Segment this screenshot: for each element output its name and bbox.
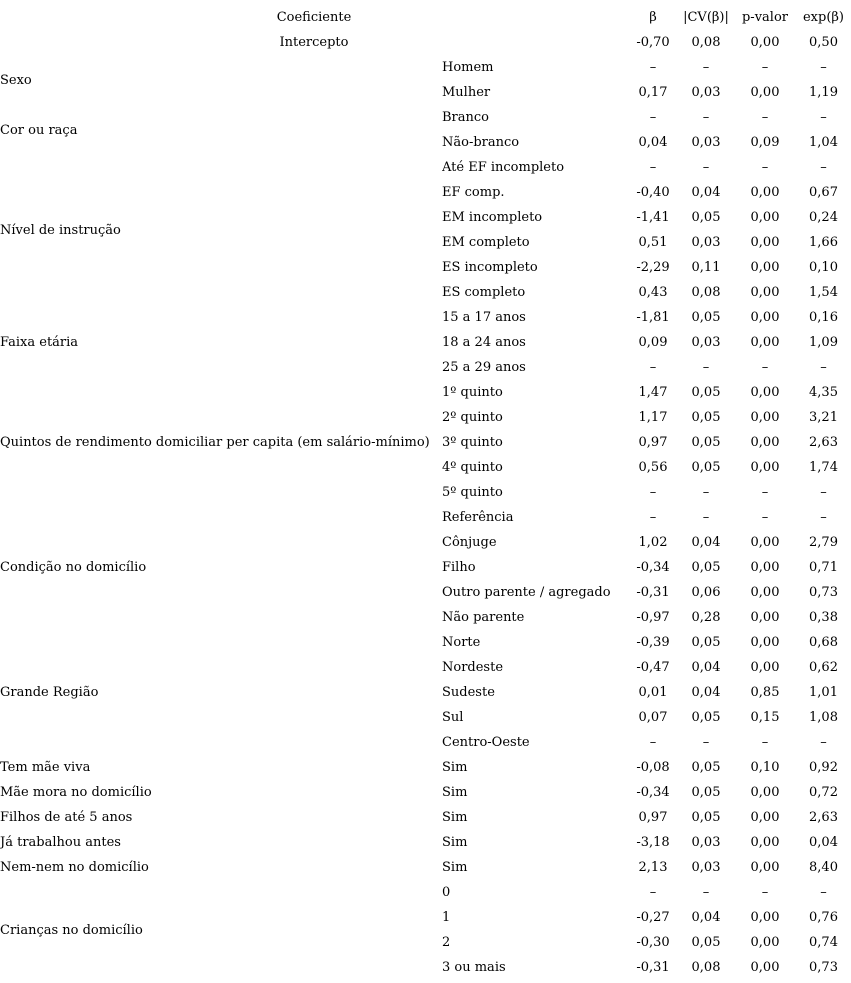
cv-value: 0,05 (691, 760, 721, 775)
cv-value: – (702, 485, 710, 500)
cv-value: 0,05 (691, 635, 721, 650)
p-valor-value: 0,00 (750, 585, 780, 600)
p-valor-value: 0,00 (750, 860, 780, 875)
level-label: Sul (442, 710, 464, 725)
level-label: Não parente (442, 610, 525, 625)
level-label: 25 a 29 anos (442, 360, 526, 375)
exp-beta-value: 1,04 (809, 135, 838, 150)
exp-beta-value: 0,72 (809, 785, 838, 800)
level-label: Branco (442, 110, 489, 125)
p-valor-value: 0,00 (750, 660, 780, 675)
p-valor-value: 0,00 (750, 310, 780, 325)
header-row (0, 5, 851, 30)
table-body (0, 30, 851, 980)
beta-value: – (649, 110, 657, 125)
beta-value: 0,97 (638, 810, 668, 825)
table-row (0, 755, 851, 780)
p-valor-value: 0,00 (750, 460, 780, 475)
exp-beta-value: – (820, 735, 827, 750)
p-valor-value: 0,00 (750, 960, 780, 975)
beta-value: -2,29 (636, 260, 670, 275)
cv-value: 0,04 (691, 185, 721, 200)
header-coeficiente: Coeficiente (276, 10, 352, 25)
cv-value: 0,06 (691, 585, 721, 600)
beta-value: 1,17 (638, 410, 668, 425)
p-valor-value: 0,09 (750, 135, 780, 150)
beta-value: 0,51 (638, 235, 668, 250)
beta-value: -0,08 (636, 760, 670, 775)
cv-value: 0,05 (691, 785, 721, 800)
p-valor-value: – (761, 485, 769, 500)
p-valor-value: 0,00 (750, 785, 780, 800)
beta-value: -0,30 (636, 935, 670, 950)
group-label: Filhos de até 5 anos (0, 810, 133, 825)
header-p-valor: p-valor (741, 10, 788, 25)
beta-value: 0,56 (638, 460, 668, 475)
p-valor-value: – (761, 510, 769, 525)
exp-beta-value: 1,09 (809, 335, 838, 350)
level-label: Sim (442, 860, 468, 875)
p-valor-value: 0,85 (750, 685, 780, 700)
exp-beta-value: 1,19 (809, 85, 838, 100)
cv-value: 0,05 (691, 935, 721, 950)
level-label: Sudeste (442, 685, 495, 700)
p-valor-value: 0,00 (750, 610, 780, 625)
beta-value: 0,07 (638, 710, 668, 725)
cv-value: 0,03 (691, 335, 721, 350)
beta-value: – (649, 735, 657, 750)
exp-beta-value: 3,21 (809, 410, 838, 425)
beta-value: 0,97 (638, 435, 668, 450)
p-valor-value: 0,00 (750, 185, 780, 200)
p-valor-value: 0,00 (750, 535, 780, 550)
p-valor-value: 0,00 (750, 435, 780, 450)
level-label: Sim (442, 785, 468, 800)
table-row (0, 505, 851, 530)
cv-value: – (702, 360, 710, 375)
cv-value: – (702, 510, 710, 525)
p-valor-value: 0,00 (750, 410, 780, 425)
table-row (0, 830, 851, 855)
group-label: Nível de instrução (0, 222, 121, 238)
table-header (0, 5, 851, 30)
p-valor-value: – (761, 735, 769, 750)
exp-beta-value: 0,24 (809, 210, 838, 225)
level-label: EF comp. (442, 185, 505, 200)
beta-value: -1,81 (636, 310, 670, 325)
p-valor-value: 0,00 (750, 560, 780, 575)
cv-value: – (702, 60, 710, 75)
level-label: Não-branco (442, 135, 520, 150)
table-row (0, 305, 851, 330)
p-valor-value: 0,00 (750, 910, 780, 925)
level-label: 4º quinto (442, 460, 503, 475)
exp-beta-value: – (820, 60, 827, 75)
p-valor-value: – (761, 60, 769, 75)
cv-value: 0,05 (691, 385, 721, 400)
exp-beta-value: 0,73 (809, 960, 838, 975)
p-valor-value: – (761, 110, 769, 125)
beta-value: – (649, 485, 657, 500)
cv-value: 0,05 (691, 710, 721, 725)
p-valor-value: 0,00 (750, 935, 780, 950)
beta-value: -0,40 (636, 185, 670, 200)
level-label: Nordeste (442, 660, 504, 675)
beta-value: -3,18 (636, 835, 670, 850)
cv-value: 0,05 (691, 435, 721, 450)
p-valor-value: 0,00 (750, 235, 780, 250)
group-label: Quintos de rendimento domiciliar per capita (em salário-mínimo) (0, 435, 430, 450)
exp-beta-value: 0,76 (809, 910, 838, 925)
group-label: Crianças no domicílio (0, 922, 143, 938)
intercept-exp-beta: 0,50 (809, 35, 838, 50)
cv-value: – (702, 885, 710, 900)
beta-value: 0,01 (638, 685, 668, 700)
level-label: 0 (442, 885, 451, 900)
beta-value: -0,39 (636, 635, 670, 650)
level-label: 18 a 24 anos (442, 335, 526, 350)
exp-beta-value: – (820, 510, 827, 525)
beta-value: 0,09 (638, 335, 668, 350)
exp-beta-value: 1,74 (809, 460, 838, 475)
group-label: Tem mãe viva (0, 760, 91, 775)
beta-value: – (649, 160, 657, 175)
level-label: Sim (442, 760, 468, 775)
level-label: 1 (442, 910, 451, 925)
beta-value: – (649, 360, 657, 375)
level-label: Sim (442, 810, 468, 825)
p-valor-value: 0,15 (750, 710, 780, 725)
group-label: Sexo (0, 72, 32, 88)
cv-value: 0,08 (691, 960, 721, 975)
beta-value: 1,02 (638, 535, 668, 550)
exp-beta-value: – (820, 360, 827, 375)
beta-value: – (649, 885, 657, 900)
cv-value: 0,11 (691, 260, 721, 275)
level-label: Outro parente / agregado (442, 585, 611, 600)
cv-value: 0,03 (691, 135, 721, 150)
exp-beta-value: 0,67 (809, 185, 838, 200)
intercept-label: Intercepto (279, 35, 349, 50)
table-row (0, 155, 851, 180)
level-label: 2º quinto (442, 410, 503, 425)
level-label: Referência (442, 510, 514, 525)
cv-value: 0,05 (691, 460, 721, 475)
table-row (0, 55, 851, 80)
level-label: ES incompleto (442, 260, 538, 275)
cv-value: 0,28 (691, 610, 721, 625)
exp-beta-value: 2,63 (809, 810, 838, 825)
table-row (0, 880, 851, 905)
exp-beta-value: 0,38 (809, 610, 838, 625)
beta-value: -0,34 (636, 785, 670, 800)
exp-beta-value: 0,92 (809, 760, 838, 775)
group-label: Faixa etária (0, 335, 79, 350)
level-label: Filho (442, 560, 476, 575)
intercept-p-valor: 0,00 (750, 35, 780, 50)
exp-beta-value: 4,35 (809, 385, 838, 400)
exp-beta-value: 1,66 (809, 235, 838, 250)
level-label: Centro-Oeste (442, 735, 530, 750)
group-label: Condição no domicílio (0, 560, 147, 575)
cv-value: 0,05 (691, 560, 721, 575)
exp-beta-value: 0,68 (809, 635, 838, 650)
cv-value: 0,04 (691, 535, 721, 550)
group-label: Grande Região (0, 685, 99, 700)
cv-value: 0,05 (691, 410, 721, 425)
exp-beta-value: 0,10 (809, 260, 838, 275)
cv-value: 0,03 (691, 235, 721, 250)
intercept-beta: -0,70 (636, 35, 670, 50)
beta-value: – (649, 510, 657, 525)
beta-value: 0,17 (638, 85, 668, 100)
p-valor-value: 0,00 (750, 210, 780, 225)
p-valor-value: 0,00 (750, 260, 780, 275)
beta-value: – (649, 60, 657, 75)
beta-value: -0,47 (636, 660, 670, 675)
exp-beta-value: 0,71 (809, 560, 838, 575)
table-row (0, 780, 851, 805)
p-valor-value: 0,00 (750, 285, 780, 300)
table-row (0, 855, 851, 880)
level-label: 3 ou mais (442, 960, 506, 975)
table-row (0, 380, 851, 405)
exp-beta-value: 1,54 (809, 285, 838, 300)
exp-beta-value: 1,01 (809, 685, 838, 700)
p-valor-value: 0,00 (750, 85, 780, 100)
exp-beta-value: 0,62 (809, 660, 838, 675)
level-label: Sim (442, 835, 468, 850)
cv-value: 0,04 (691, 685, 721, 700)
exp-beta-value: 0,74 (809, 935, 838, 950)
beta-value: -0,31 (636, 585, 670, 600)
cv-value: 0,03 (691, 835, 721, 850)
exp-beta-value: 2,79 (809, 535, 838, 550)
level-label: Norte (442, 635, 481, 650)
level-label: EM incompleto (442, 210, 543, 225)
header-cv: |CV(β)| (683, 10, 729, 25)
exp-beta-value: 0,73 (809, 585, 838, 600)
beta-value: -1,41 (636, 210, 670, 225)
beta-value: 0,04 (638, 135, 668, 150)
beta-value: -0,97 (636, 610, 670, 625)
p-valor-value: – (761, 885, 769, 900)
header-beta: β (649, 10, 657, 25)
p-valor-value: 0,00 (750, 835, 780, 850)
cv-value: 0,05 (691, 810, 721, 825)
table-row (0, 805, 851, 830)
exp-beta-value: – (820, 885, 827, 900)
p-valor-value: 0,00 (750, 385, 780, 400)
cv-value: – (702, 735, 710, 750)
cv-value: 0,03 (691, 860, 721, 875)
beta-value: -0,31 (636, 960, 670, 975)
header-exp-beta: exp(β) (802, 10, 844, 25)
p-valor-value: – (761, 160, 769, 175)
p-valor-value: 0,00 (750, 335, 780, 350)
level-label: 1º quinto (442, 385, 503, 400)
level-label: Mulher (442, 85, 491, 100)
table-row (0, 630, 851, 655)
level-label: Cônjuge (442, 535, 497, 550)
cv-value: 0,03 (691, 85, 721, 100)
exp-beta-value: 8,40 (809, 860, 838, 875)
exp-beta-value: 0,16 (809, 310, 838, 325)
p-valor-value: – (761, 360, 769, 375)
level-label: ES completo (442, 285, 526, 300)
level-label: 2 (442, 935, 451, 950)
group-label: Já trabalhou antes (0, 835, 121, 850)
p-valor-value: 0,00 (750, 810, 780, 825)
level-label: Homem (442, 60, 494, 75)
exp-beta-value: – (820, 485, 827, 500)
beta-value: 2,13 (638, 860, 668, 875)
group-label: Cor ou raça (0, 122, 78, 138)
group-label: Mãe mora no domicílio (0, 785, 152, 800)
intercept-cv: 0,08 (691, 35, 721, 50)
cv-value: – (702, 160, 710, 175)
level-label: 5º quinto (442, 485, 503, 500)
level-label: Até EF incompleto (442, 160, 565, 175)
level-label: 3º quinto (442, 435, 503, 450)
cv-value: 0,04 (691, 910, 721, 925)
cv-value: – (702, 110, 710, 125)
cv-value: 0,08 (691, 285, 721, 300)
p-valor-value: 0,10 (750, 760, 780, 775)
exp-beta-value: – (820, 160, 827, 175)
p-valor-value: 0,00 (750, 635, 780, 650)
exp-beta-value: 2,63 (809, 435, 838, 450)
group-label: Nem-nem no domicílio (0, 860, 149, 875)
intercept-row (0, 30, 851, 55)
exp-beta-value: 0,04 (809, 835, 838, 850)
beta-value: 1,47 (638, 385, 668, 400)
cv-value: 0,05 (691, 310, 721, 325)
beta-value: 0,43 (638, 285, 668, 300)
cv-value: 0,05 (691, 210, 721, 225)
beta-value: -0,34 (636, 560, 670, 575)
coefficients-table (0, 5, 851, 980)
cv-value: 0,04 (691, 660, 721, 675)
beta-value: -0,27 (636, 910, 670, 925)
table-row (0, 105, 851, 130)
exp-beta-value: 1,08 (809, 710, 838, 725)
level-label: 15 a 17 anos (442, 310, 526, 325)
level-label: EM completo (442, 235, 530, 250)
exp-beta-value: – (820, 110, 827, 125)
